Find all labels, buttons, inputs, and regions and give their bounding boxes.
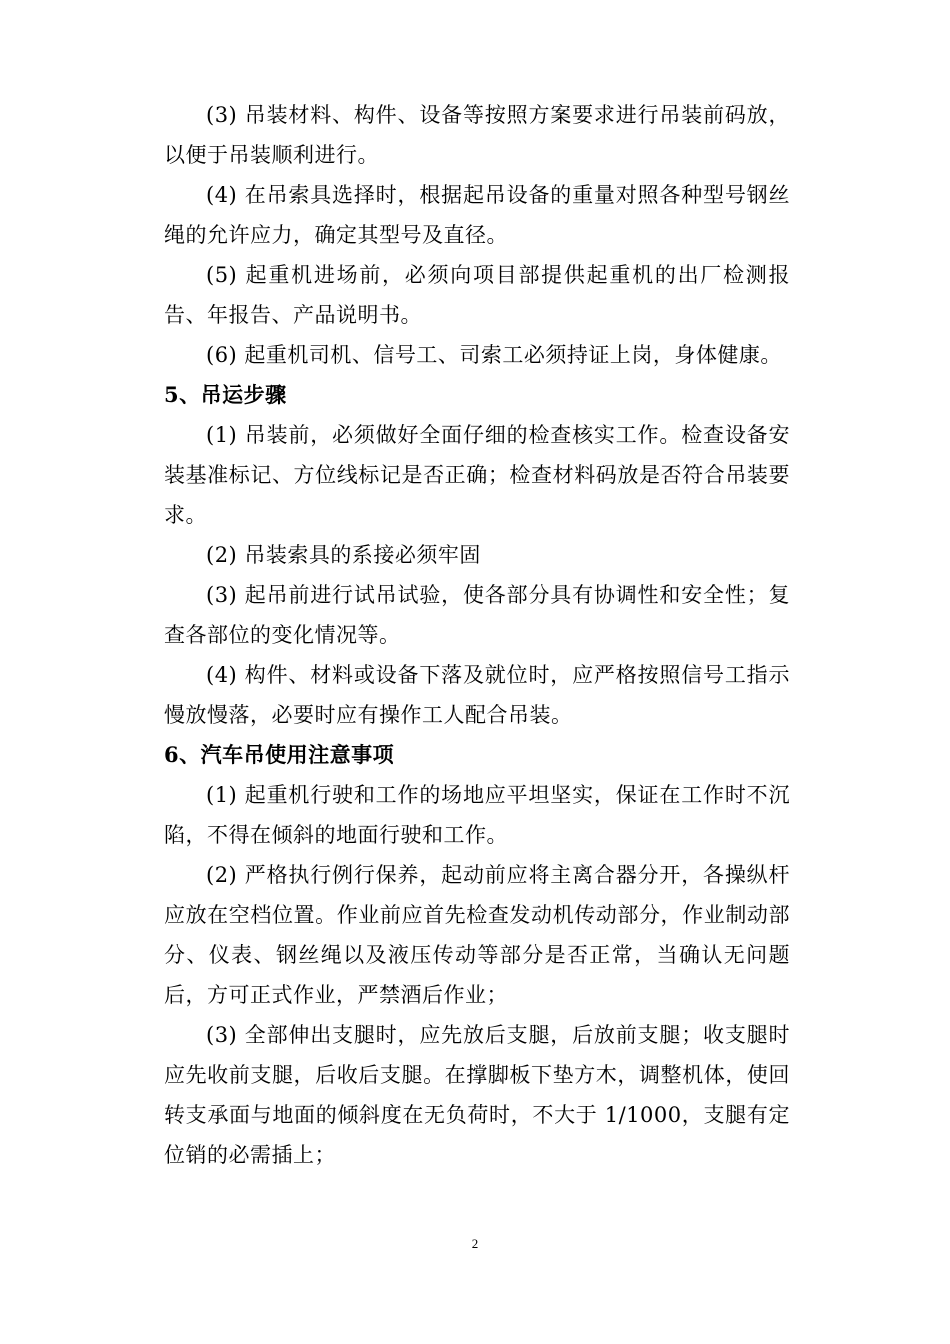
paragraph-precaution-1-ground: (1) 起重机行驶和工作的场地应平坦坚实，保证在工作时不沉陷，不得在倾斜的地面行驶和工作。 [164, 783, 790, 847]
paragraph-step-2-rigging-secure: (2) 吊装索具的系接必须牢固 [206, 543, 481, 567]
paragraph-precaution-3-outriggers: (3) 全部伸出支腿时，应先放后支腿，后放前支腿；收支腿时应先收前支腿，后收后支腿。在撑脚板下垫方木，调整机体，使回转支承面与地面的倾斜度在无负荷时，不大于 1/1000，支腿有定位销的必需插上； [164, 1023, 790, 1167]
paragraph-item-5-crane-documents: (5) 起重机进场前，必须向项目部提供起重机的出厂检测报告、年报告、产品说明书。 [164, 263, 790, 327]
page-number: 2 [471, 1236, 479, 1251]
section-heading-truck-crane-precautions: 6、汽车吊使用注意事项 [164, 742, 395, 767]
paragraph-item-6-operator-certification: (6) 起重机司机、信号工、司索工必须持证上岗，身体健康。 [206, 343, 782, 367]
paragraph-item-3-material-stacking: (3) 吊装材料、构件、设备等按照方案要求进行吊装前码放，以便于吊装顺利进行。 [164, 103, 790, 167]
paragraph-precaution-2-maintenance: (2) 严格执行例行保养，起动前应将主离合器分开，各操纵杆应放在空档位置。作业前应首先检查发动机传动部分，作业制动部分、仪表、钢丝绳以及液压传动等部分是否正常，当确认无问题后，方可正式作业，严禁酒后作业； [164, 863, 790, 1007]
paragraph-step-3-trial-lift: (3) 起吊前进行试吊试验，使各部分具有协调性和安全性；复查各部位的变化情况等。 [164, 583, 790, 647]
paragraph-step-4-lowering: (4) 构件、材料或设备下落及就位时，应严格按照信号工指示慢放慢落，必要时应有操作工人配合吊装。 [164, 663, 790, 727]
paragraph-item-4-rigging-selection: (4) 在吊索具选择时，根据起吊设备的重量对照各种型号钢丝绳的允许应力，确定其型号及直径。 [164, 183, 790, 247]
document-body [164, 95, 790, 1175]
paragraph-step-1-inspection: (1) 吊装前，必须做好全面仔细的检查核实工作。检查设备安装基准标记、方位线标记是否正确；检查材料码放是否符合吊装要求。 [164, 423, 790, 527]
section-heading-lifting-steps: 5、吊运步骤 [164, 382, 287, 407]
